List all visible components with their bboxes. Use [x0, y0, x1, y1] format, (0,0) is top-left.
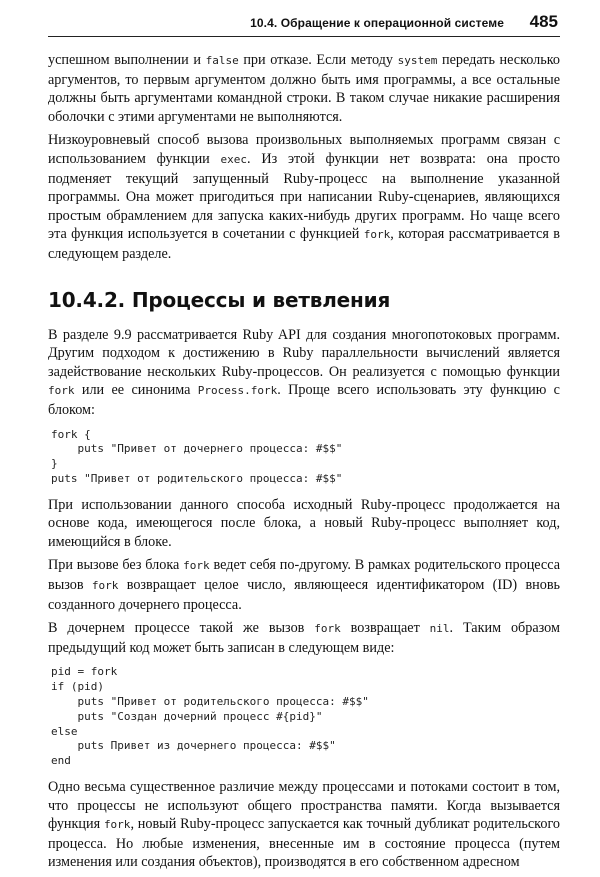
code-block-fork-block: fork { puts "Привет от дочернего процесса: #$$" } puts "Привет от родительского процесса: #$$": [51, 427, 343, 485]
inline-code: fork: [363, 228, 391, 242]
page-content: [48, 51, 560, 877]
page-number: 485: [529, 12, 558, 31]
paragraph-memory: Одно весьма существенное различие между процессами и потоками состоит в том, что процессы не используют общего пространства памяти. Когда вызывается функция fork, новый Ruby-процесс запускается как точный дубликат родительского процесса. Но любые изменения, внесенные им в состояние процесса (путем изменения или создания объектов), производятся в его собственном адресном: [48, 779, 560, 871]
paragraph-system-args: успешном выполнении и false при отказе. Если методу system передать несколько аргументов, то первым аргументом должно быть имя программы, а все остальные должны быть аргументами командной строки. В таком случае никакие расширения оболочки с этими аргументами не выполняются.: [48, 52, 560, 125]
inline-code: fork: [91, 579, 119, 593]
paragraph-exec: Низкоуровневый способ вызова произвольных выполняемых программ связан с использованием функции exec. Из этой функции нет возврата: она просто подменяет текущий запущенный Ruby-процесс на выполнение указанной программы. Она может пригодиться при написании Ruby-сценариев, являющихся простым обрамлением для запуска каких-нибудь других программ. Но чаще всего эта функция используется в сочетании с функцией fork, которая рассматривается в следующем разделе.: [48, 132, 560, 262]
inline-code: fork: [103, 818, 131, 832]
running-header: [48, 12, 560, 37]
paragraph-block-behavior: При использовании данного способа исходный Ruby-процесс продолжается на основе кода, имеющегося после блока, а новый Ruby-процесс выполняет код, имеющийся в блоке.: [48, 496, 560, 550]
inline-code: fork: [314, 622, 341, 636]
book-page: [48, 0, 561, 871]
inline-code: exec: [220, 152, 248, 166]
inline-code: fork: [48, 384, 75, 398]
inline-code: fork: [183, 559, 210, 573]
code-block-pid-fork: pid = fork if (pid) puts "Привет от родительского процесса: #$$" puts "Создан дочерний процесс #{pid}" else puts Привет из дочернего процесса: #$$" end: [51, 665, 369, 768]
inline-code: false: [205, 54, 239, 67]
inline-code: nil: [429, 622, 450, 636]
inline-code: system: [397, 54, 438, 67]
paragraph-child-nil: В дочернем процессе такой же вызов fork возвращает nil. Таким образом предыдущий код может быть записан в следующем виде:: [48, 620, 560, 656]
running-header-title: 10.4. Обращение к операционной системе: [250, 16, 504, 30]
section-heading: 10.4.2. Процессы и ветвления: [48, 287, 391, 312]
inline-code: Process.fork: [197, 384, 278, 398]
paragraph-no-block: При вызове без блока fork ведет себя по-другому. В рамках родительского процесса вызов fork возвращает целое число, являющееся идентификатором (ID) вновь созданного дочернего процесса.: [48, 557, 561, 613]
paragraph-intro-fork: В разделе 9.9 рассматривается Ruby API для создания многопотоковых программ. Другим подходом к достижению в Ruby параллельности вычислений является задействование нескольких Ruby-процессов. Он реализуется с помощью функции fork или ее синонима Process.fork. Проще всего использовать эту функцию с блоком:: [48, 326, 560, 418]
